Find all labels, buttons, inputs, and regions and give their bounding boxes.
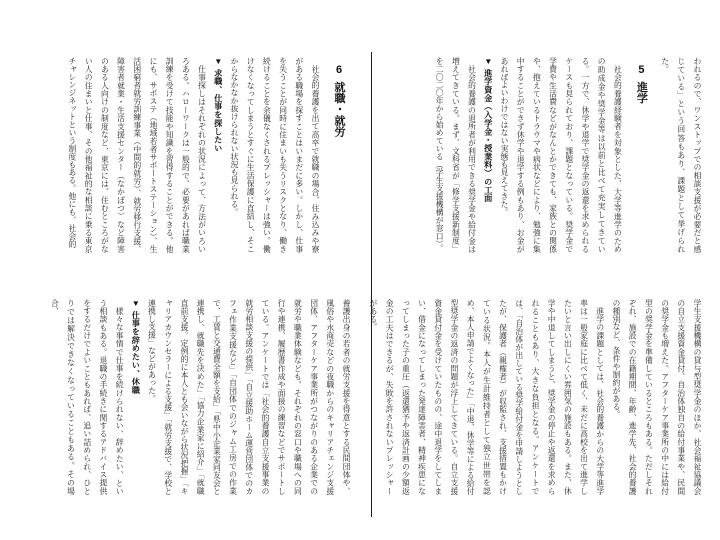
section-5-number: 5	[635, 64, 648, 77]
quit-job-paragraph: 様々な事情で仕事を続けられない、辞めたい、という相談もある。退職の手続きに関するアドバイス提供をするだけでよいこともあれば、追い詰められ、ひとりでは解決できなくなっていることもある。その場合、	[50, 299, 125, 495]
section-5-title: 進学	[635, 81, 648, 104]
quit-job-subheading: ▼ 仕事を辞めたい、休職	[131, 299, 141, 395]
section-6-title: 就職・就労	[333, 81, 345, 137]
job-search-paragraph-continuation: 養護出身の若者の就労支援を得意とする民間団体や、風俗や水商売などの夜職からのキャリアチェンジ支援団体、アフターケア事業所がつながりのある企業での就労や職業体験なども。それぞれの窓口や職場への同行や連携、履歴書作成や面接の練習などでサポートしている。アンケートでは「社会的養護自立支援事業の就労相談支援の提供」「自立援助ホーム運営団体でのカフェ作業支援など」「自団体でのジャム工房での作業で、工賃と交通費全額を支給」「県中小企業家同友会と連携し、就職先を決めた」「協力企業家に紹介」「就職直前支援。定例的に本人とも会いながら状況把握」「キャリアカウンセラーによる支援」「就労支援で、学校と連携し支援」などがあった。	[147, 299, 351, 495]
left-page-upper-band	[58, 57, 354, 253]
section-6-number: 6	[333, 64, 345, 77]
job-search-subheading: ▼ 求職、仕事を探したい	[213, 57, 223, 153]
left-page-lower-band	[50, 299, 354, 495]
section-5-heading	[632, 57, 649, 253]
funding-subheading: ▼ 進学資金（入学金・授業料）の工面	[483, 57, 493, 203]
job-search-paragraph: 仕事探しはそれぞれの状況によって、方法がいろいろある。ハローワークは一般的で、必要があれば職業訓練を受けて技能や知識を習得することができる。他にも、サポステ（地域若者サポートステーション）、生活困窮者就労訓練事業（中間的就労）、就労移行支援、障害者就業・生活支援センター（なかぽつ）など障害のある人向けの制度など、東京には、住むところがない人の住まいと仕事、その他福祉的な相談に乗る東京チャレンジネットという制度もある。他にも、社会的	[67, 57, 207, 253]
section4-continuation-paragraph: われるので、ワンストップでの相談支援が必要だと感じている」という回答もあり、課題として挙げられた。	[660, 57, 702, 253]
right-page-upper-band	[376, 57, 705, 253]
funding-paragraph-continuation: 学生支援機構の貸与型奨学金のほか、社会福祉協議会の自立支援資金貸付、自治体独自の給付事業や、民間の奨学金も増えた。アフターケア事業所の中には給付型の奨学金を準備しているところもある。ただしそれぞれ、施設での在籍期間、年齢、進学先、社会的養護の種別など、条件や制約がある。	[611, 299, 702, 495]
funding-paragraph: 社会的養護の退所者が利用できる奨学金や給付金は増えてきている。まず、文科省が「修学支援新制度」を二〇二〇年から始めている（学生支援機構が窓口）。	[435, 57, 477, 253]
study-issues-paragraph: 進学の課題としては、社会的養護からの大学等進学率は一般家庭に比べて低く、未だに高校を出て進学したいと言い出しにくい雰囲気の施設もある。また、休学や中退してしまうと、奨学金の停止や返還を求められることもあり、大きな負担となる。アンケートでは、「自治体が出している奨学給付金を申請しようとしたが、保護者（親権者）が収監され、支援措置もかけている状況。本人が生計維持者として独立世帯を認め、本人申請でよくなった」「中退、休学等による給付型奨学金の返済の問題が浮上してきている。自立支援資金貸付金を受けていたものの、途中退学をしてしまい、借金になってしまった発達障害者、精神疾患になってしまった子の重圧（返還猶予や返済計画の少額返金の工夫はできるが、失敗を許されないプレッシャーがある。	[368, 299, 605, 495]
section5-intro-paragraph: 社会的養護経験者を対象とした、大学等進学のための助成金や奨学金等は以前と比べて充実してきている。一方で、休学や退学で奨学金の返還を求められるケースも見られており、課題となっている。奨学金で学費や生活費などがなんとかできても、家族との関係や、抱えているトラウマや病状などにより、勉強に集中することができず休学や退学する例もあり、お金があればよいわけではない実態も見えてきた。	[499, 57, 623, 253]
section6-intro-paragraph: 社会的養護を出て高卒で就職の場合、住み込みや寮がある職場を探すことはいまだに多い。しかし、仕事を失うことが同時に住まいも失うリスクとなり、働き続けることを余儀なくされるプレッシャーは強い。働けなくなってしまうとすぐに生活保護に直結し、そこからなかなか抜けられない状況も見られる。	[229, 57, 320, 253]
right-page-lower-band	[368, 299, 705, 495]
section-6-heading	[330, 57, 347, 253]
